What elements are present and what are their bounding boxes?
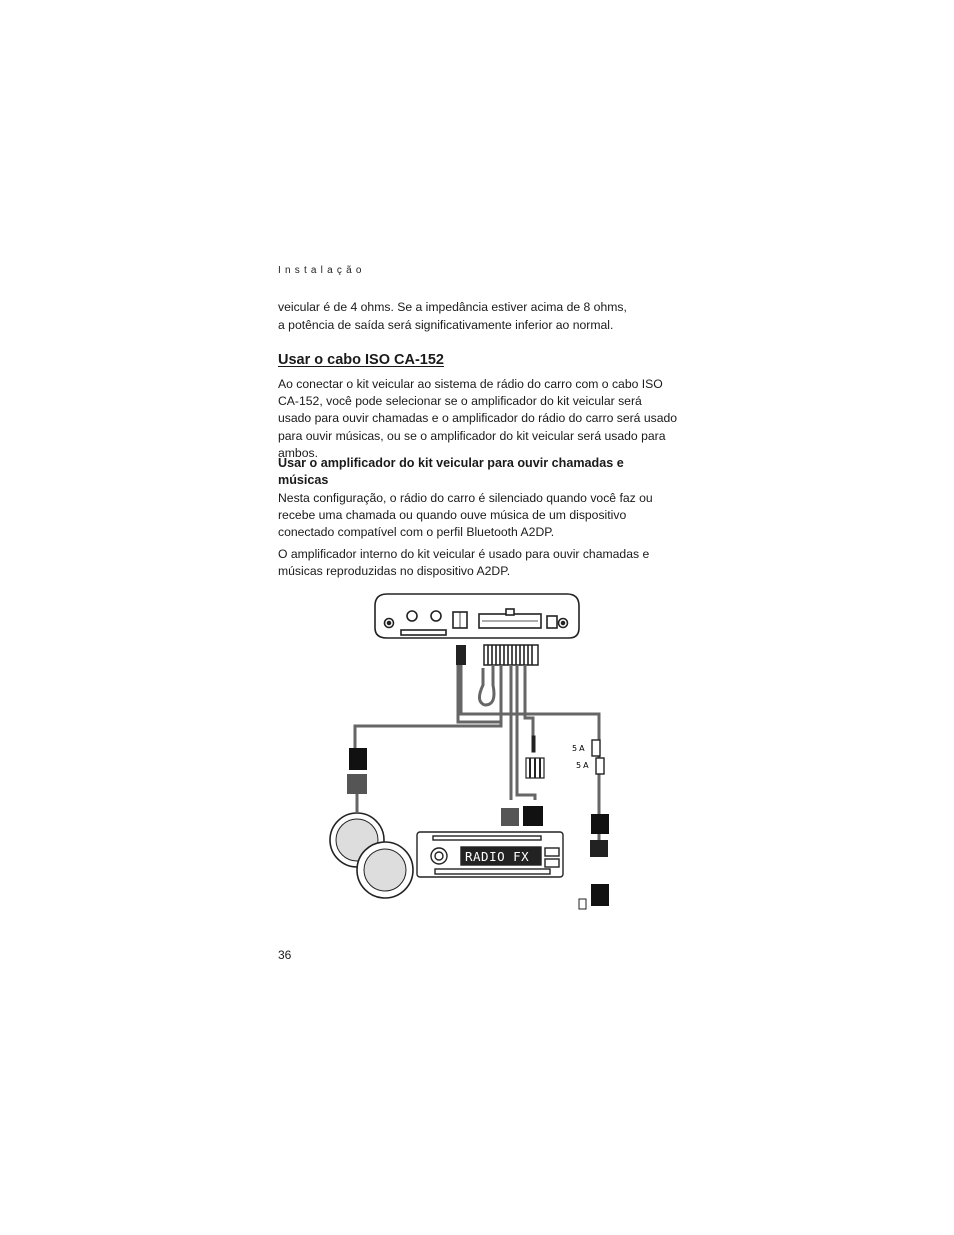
- wiring-diagram: [325, 590, 625, 915]
- speaker-connector: [347, 748, 367, 812]
- subsection-paragraph-1: Nesta configuração, o rádio do carro é silenciado quando você faz ou recebe uma chamada ou quando ouve música de um dispositivo conectado compatível com o perfil Bluetooth A2DP.: [278, 491, 653, 540]
- power-connectors: [590, 814, 609, 906]
- radio-display: RADIO FX: [465, 849, 530, 864]
- section-title: Usar o cabo ISO CA-152: [278, 352, 444, 368]
- radio-connectors: [501, 806, 543, 826]
- pin-connector: [526, 736, 544, 778]
- intro-paragraph: [278, 299, 678, 334]
- main-connector: [484, 645, 538, 665]
- fuse-top-label: 5A: [572, 744, 587, 753]
- section-label: Instalação: [278, 265, 366, 276]
- car-kit-unit: [375, 594, 579, 638]
- subsection-paragraph-2: O amplificador interno do kit veicular é usado para ouvir chamadas e músicas reproduzidas no dispositivo A2DP.: [278, 547, 650, 579]
- section-body: Ao conectar o kit veicular ao sistema de rádio do carro com o cabo ISO CA-152, você pode selecionar se o amplificador do kit veicular será usado para ouvir chamadas e o amplificador do rádio do carro será usado para ouvir músicas, ou se o amplificador do kit veicular será usado para ambos.: [278, 377, 678, 460]
- fuse-bottom-label: 5A: [576, 761, 591, 770]
- page-number: 36: [278, 948, 292, 962]
- intro-line-1: veicular é de 4 ohms. Se a impedância estiver acima de 8 ohms,: [278, 300, 627, 314]
- small-connector: [456, 645, 466, 665]
- battery-icon: [579, 899, 586, 909]
- subsection-title: Usar o amplificador do kit veicular para ouvir chamadas e músicas: [278, 456, 624, 487]
- speaker-icon: [330, 813, 413, 898]
- intro-line-2: a potência de saída será significativamente inferior ao normal.: [278, 317, 614, 332]
